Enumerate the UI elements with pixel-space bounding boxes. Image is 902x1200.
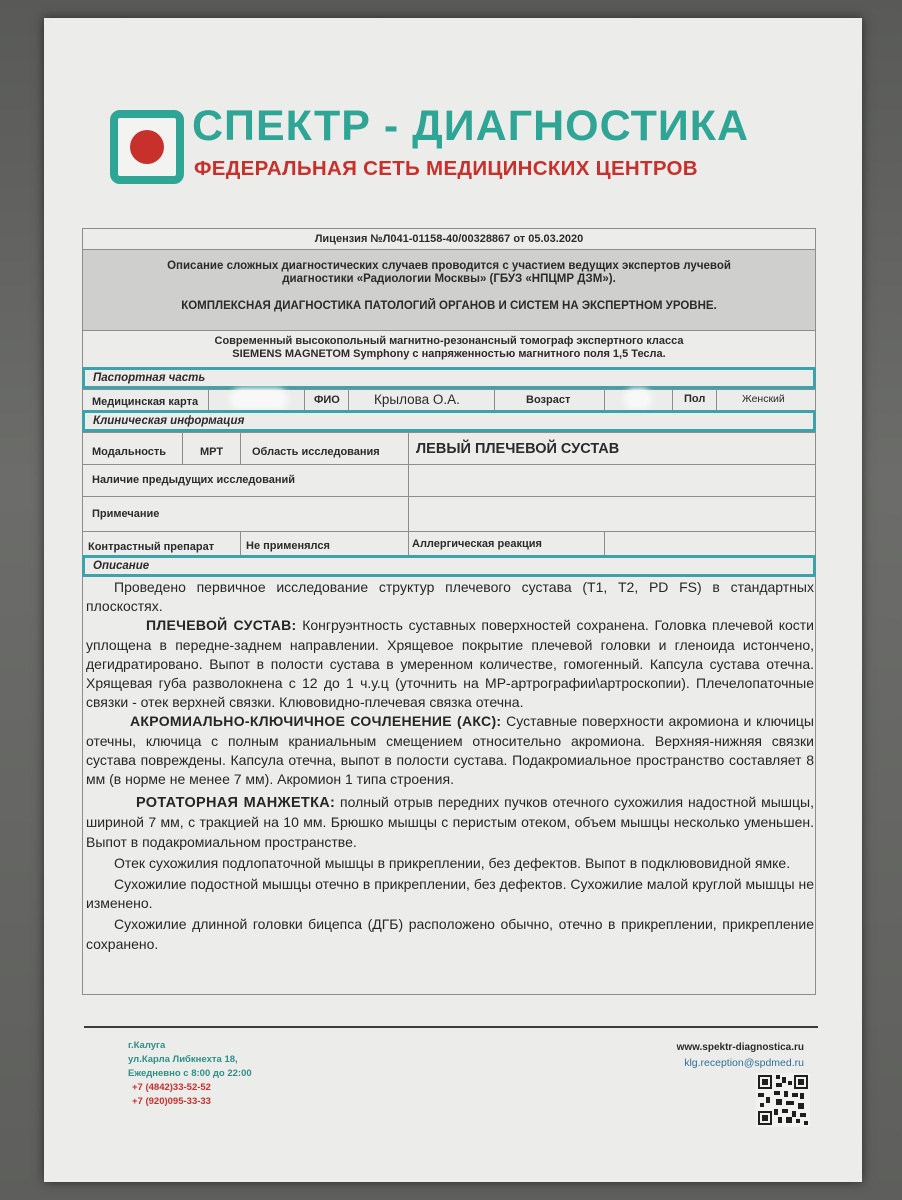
sex-value: Женский	[742, 393, 785, 405]
complex-diagnostics-heading: КОМПЛЕКСНАЯ ДИАГНОСТИКА ПАТОЛОГИЙ ОРГАНОВ И СИСТЕМ НА ЭКСПЕРТНОМ УРОВНЕ.	[181, 300, 717, 312]
logo-icon	[110, 110, 184, 184]
report-paragraph-3: АКРОМИАЛЬНО-КЛЮЧИЧНОЕ СОЧЛЕНЕНИЕ (АКС): Суставные поверхности акромиона и ключицы отечны, ключица с полным краниальным смещением относительно акромиона. Верхняя-нижняя связки сустава повреждены. Капсула отечна, выпот в полости сустава. Подакромиальное пространство составляет 8 мм (в норме не менее 7 мм). Акромион 1 типа строения.	[86, 713, 814, 788]
scanner-line-2: SIEMENS MAGNETOM Symphony с напряженностью магнитного поля 1,5 Тесла.	[232, 348, 666, 360]
report-paragraph-2: ПЛЕЧЕВОЙ СУСТАВ: Конгруэнтность суставных поверхностей сохранена. Головка плечевой кости уплощена в передне-заднем направлении. Хрящевое покрытие плечевой головки и гленоида истончено, дегидратировано. Выпот в полости сустава в умеренном количестве, гомогенный. Капсула сустава отечна. Хрящевая губа разволокнена с 12 до 1 ч.у.ц (уточнить на МР-артрографии\артроскопии). Плечелопаточные связки - отек верхней связки. Клювовидно-плечевая связка отечна.	[86, 617, 814, 711]
sex-label: Пол	[684, 393, 706, 405]
fio-value: Крылова О.А.	[374, 392, 460, 407]
acj-heading: АКРОМИАЛЬНО-КЛЮЧИЧНОЕ СОЧЛЕНЕНИЕ (АКС):	[130, 713, 502, 730]
experts-line-1: Описание сложных диагностических случаев проводится с участием ведущих экспертов лучевой	[167, 260, 731, 272]
report-paragraph-6: Сухожилие подостной мышцы отечно в прикреплении, без дефектов. Сухожилие малой круглой мышцы не изменено.	[86, 876, 814, 912]
document-page	[44, 18, 862, 1182]
footer-phone-2: +7 (920)095-33-33	[132, 1096, 211, 1107]
rotator-cuff-heading: РОТАТОРНАЯ МАНЖЕТКА:	[136, 795, 336, 812]
clinical-section-header	[82, 410, 816, 432]
qr-code-icon	[756, 1073, 810, 1127]
experts-line-2: диагностики «Радиологии Москвы» (ГБУЗ «НПЦМР ДЗМ»).	[282, 273, 616, 285]
license-row	[82, 228, 816, 250]
license-text: Лицензия №Л041-01158-40/00328867 от 05.03.2020	[314, 233, 584, 245]
brand-title: СПЕКТР - ДИАГНОСТИКА	[192, 102, 750, 150]
report-paragraph-1: Проведено первичное исследование структур плечевого сустава (Т1, Т2, PD FS) в стандартных плоскостях.	[86, 579, 814, 615]
footer-divider	[84, 1026, 818, 1028]
shoulder-joint-heading: ПЛЕЧЕВОЙ СУСТАВ:	[146, 617, 297, 634]
footer-street: ул.Карла Либкнехта 18,	[128, 1054, 238, 1065]
footer-website[interactable]: www.spektr-diagnostica.ru	[676, 1042, 804, 1053]
age-label: Возраст	[526, 394, 571, 406]
allergy-label: Аллергическая реакция	[412, 538, 542, 550]
previous-studies-label: Наличие предыдущих исследований	[92, 474, 296, 486]
redacted-age	[628, 392, 648, 406]
report-paragraph-7: Сухожилие длинной головки бицепса (ДГБ) расположено обычно, отечно в прикреплении, прикрепление сохранено.	[86, 916, 814, 952]
contrast-label: Контрастный препарат	[88, 541, 215, 553]
footer-phone-1: +7 (4842)33-52-52	[132, 1082, 211, 1093]
area-label: Область исследования	[252, 446, 380, 458]
fio-label: ФИО	[314, 394, 340, 406]
report-text	[86, 578, 814, 954]
report-paragraph-5: Отек сухожилия подлопаточной мышцы в прикреплении, без дефектов. Выпот в подклювовидной ямке.	[114, 854, 791, 871]
area-value: ЛЕВЫЙ ПЛЕЧЕВОЙ СУСТАВ	[416, 441, 620, 457]
scanner-line-1: Современный высокопольный магнитно-резонансный томограф экспертного класса	[214, 335, 684, 347]
footer-city: г.Калуга	[128, 1040, 166, 1051]
description-section-header	[82, 555, 816, 577]
clinical-section-title: Клиническая информация	[93, 415, 245, 427]
medical-card-label: Медицинская карта	[92, 396, 199, 408]
description-section-title: Описание	[93, 560, 150, 572]
passport-section-title: Паспортная часть	[93, 372, 206, 384]
scanner-block	[82, 330, 816, 368]
footer-hours: Ежедневно с 8:00 до 22:00	[128, 1068, 252, 1079]
redacted-card-number	[234, 392, 284, 406]
note-label: Примечание	[92, 508, 160, 520]
modality-label: Модальность	[92, 446, 167, 458]
experts-block	[82, 249, 816, 331]
footer-email[interactable]: klg.reception@spdmed.ru	[684, 1057, 804, 1069]
report-paragraph-4: РОТАТОРНАЯ МАНЖЕТКА: полный отрыв передних пучков отечного сухожилия надостной мышцы, шириной 7 мм, с тракцией на 10 мм. Брюшко мышцы с перистым отеком, объем мышцы несколько уменьшен. Выпот в подакромиальном пространстве.	[86, 794, 814, 850]
passport-section-header	[82, 367, 816, 389]
brand-subtitle: ФЕДЕРАЛЬНАЯ СЕТЬ МЕДИЦИНСКИХ ЦЕНТРОВ	[194, 157, 698, 180]
modality-value: МРТ	[200, 446, 224, 458]
contrast-value: Не применялся	[246, 540, 330, 552]
